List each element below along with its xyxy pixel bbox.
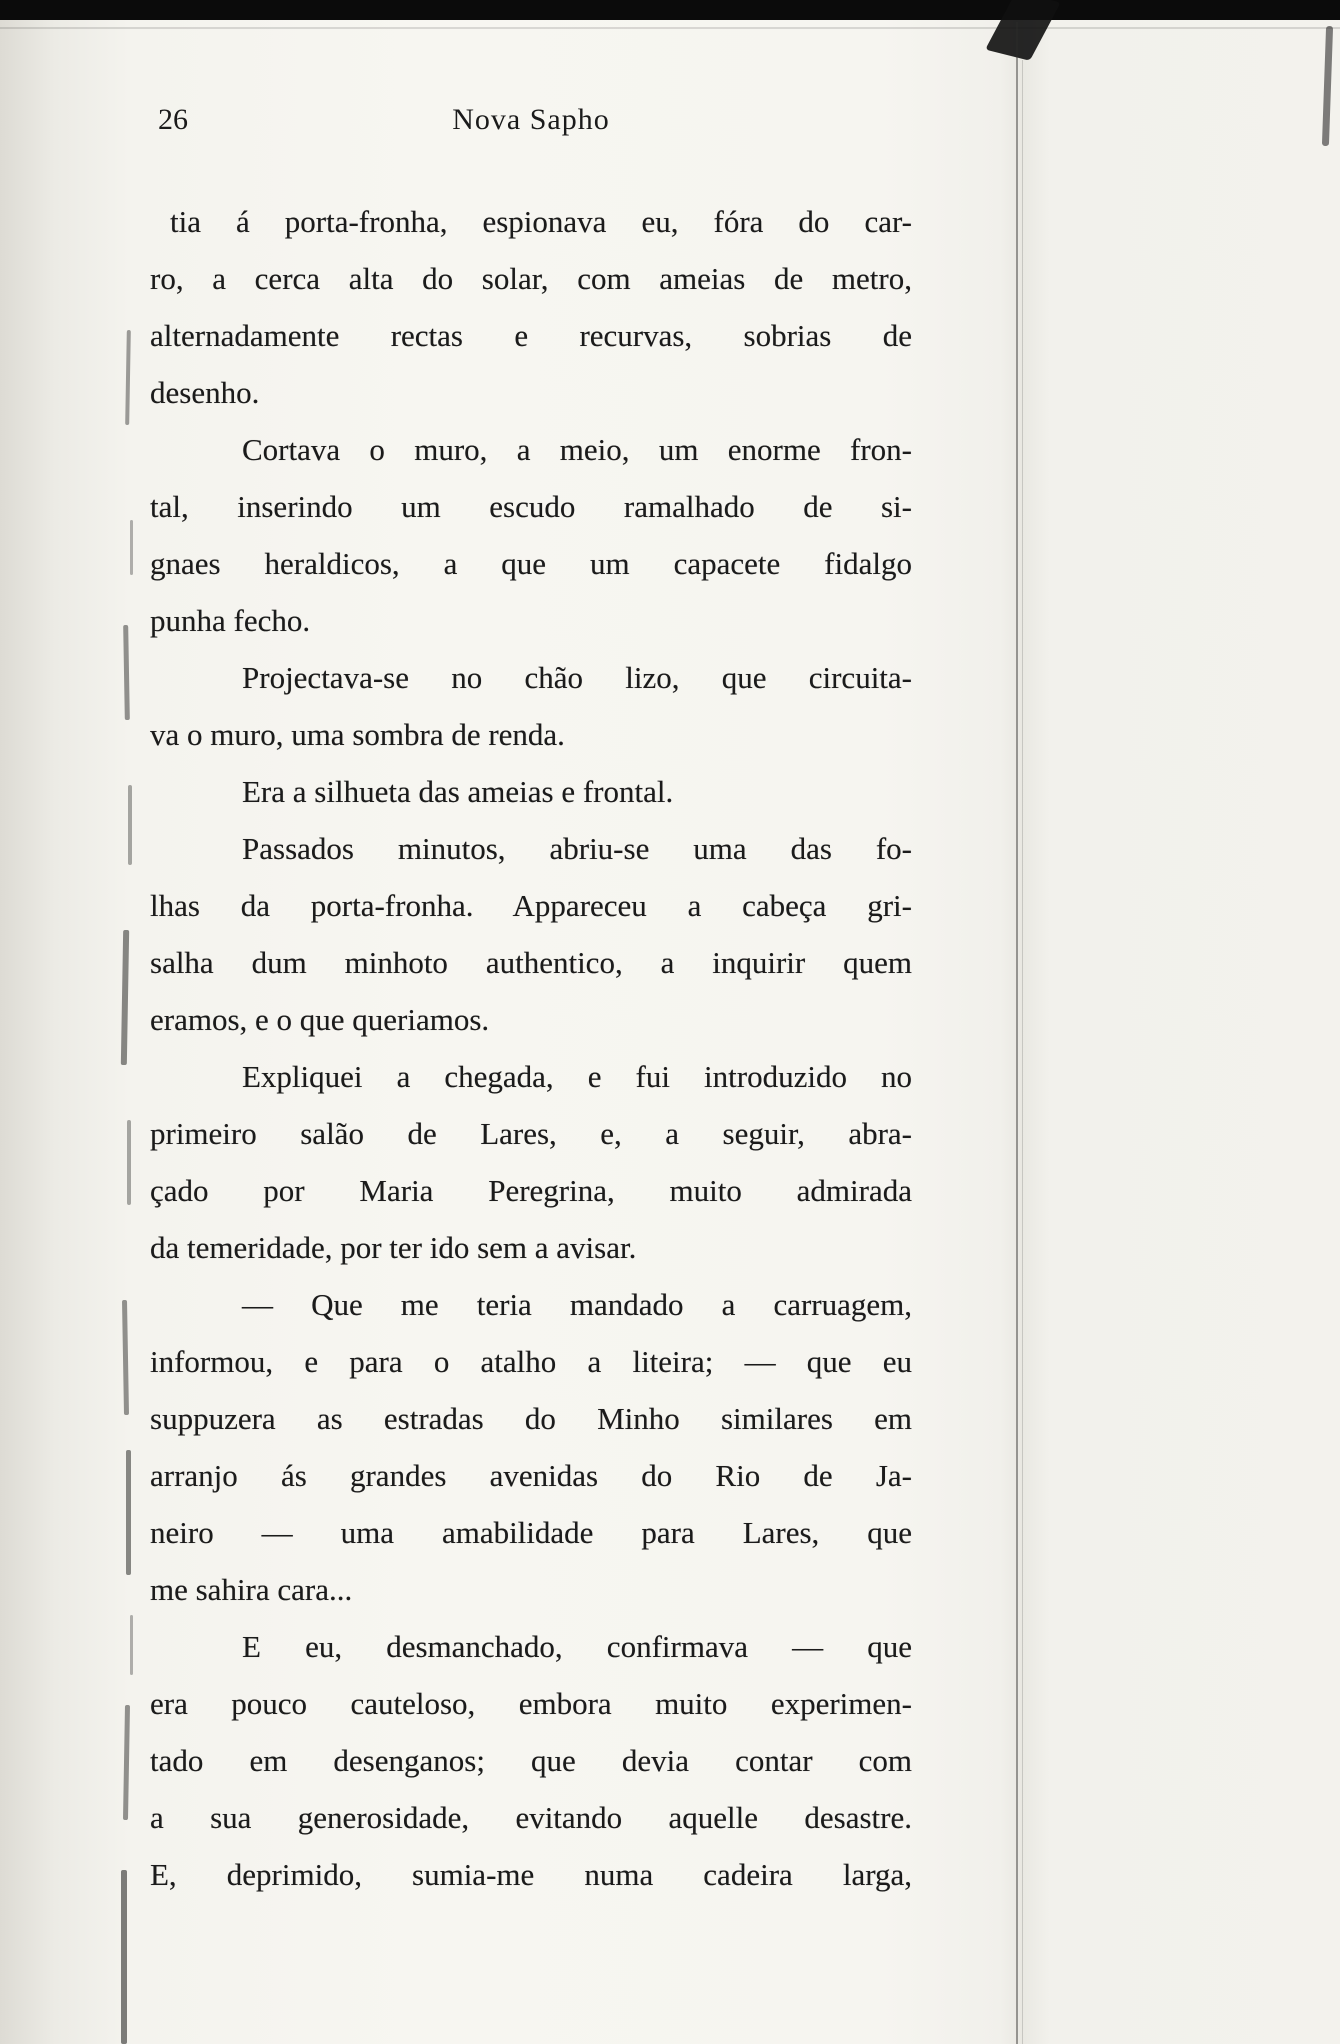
- text-line: arranjo ás grandes avenidas do Rio de Ja-: [150, 1458, 912, 1493]
- scan-hairline: [0, 27, 1340, 29]
- binding-mark: [123, 1705, 130, 1820]
- text-line: — Que me teria mandado a carruagem,: [242, 1287, 912, 1322]
- paragraph: [150, 820, 912, 1048]
- scan-top-bar: [0, 0, 1340, 20]
- page-number: 26: [158, 103, 188, 136]
- text-line: Passados minutos, abriu-se uma das fo-: [242, 831, 912, 866]
- text-line: desenho.: [150, 375, 260, 410]
- page-fold-line: [1016, 22, 1018, 2044]
- binding-mark: [122, 1300, 129, 1415]
- text-line: gnaes heraldicos, a que um capacete fidalgo: [150, 546, 912, 581]
- text-line: suppuzera as estradas do Minho similares em: [150, 1401, 912, 1436]
- paragraph: [150, 421, 912, 649]
- binding-mark: [127, 1120, 131, 1205]
- binding-mark: [125, 330, 131, 425]
- paragraph: [150, 763, 912, 820]
- text-line: salha dum minhoto authentico, a inquirir quem: [150, 945, 912, 980]
- binding-mark: [128, 785, 132, 865]
- text-line: me sahira cara...: [150, 1572, 353, 1607]
- scan-edge-streak: [1322, 26, 1333, 146]
- text-line: alternadamente rectas e recurvas, sobrias de: [150, 318, 912, 353]
- text-line: a sua generosidade, evitando aquelle desastre.: [150, 1800, 912, 1835]
- text-block: [150, 193, 912, 1903]
- text-line: informou, e para o atalho a liteira; — que eu: [150, 1344, 912, 1379]
- paragraph: [150, 649, 912, 763]
- binding-mark: [130, 520, 133, 575]
- text-line: era pouco cauteloso, embora muito experimen-: [150, 1686, 912, 1721]
- paragraph: [150, 1276, 912, 1618]
- text-line: tia á porta-fronha, espionava eu, fóra do car-: [170, 204, 912, 239]
- paragraph: [150, 1618, 912, 1903]
- text-line: E eu, desmanchado, confirmava — que: [242, 1629, 912, 1664]
- text-line: Projectava-se no chão lizo, que circuita-: [242, 660, 912, 695]
- text-line: Era a silhueta das ameias e frontal.: [242, 774, 674, 809]
- text-line: punha fecho.: [150, 603, 311, 638]
- binding-mark: [126, 1450, 131, 1575]
- text-line: va o muro, uma sombra de renda.: [150, 717, 565, 752]
- text-line: da temeridade, por ter ido sem a avisar.: [150, 1230, 637, 1265]
- text-line: primeiro salão de Lares, e, a seguir, abra-: [150, 1116, 912, 1151]
- binding-mark: [123, 625, 130, 720]
- text-line: tal, inserindo um escudo ramalhado de si-: [150, 489, 912, 524]
- text-line: E, deprimido, sumia-me numa cadeira larga,: [150, 1857, 912, 1892]
- text-line: tado em desenganos; que devia contar com: [150, 1743, 912, 1778]
- paragraph: [150, 193, 912, 421]
- text-line: lhas da porta-fronha. Appareceu a cabeça gri-: [150, 888, 912, 923]
- text-line: neiro — uma amabilidade para Lares, que: [150, 1515, 912, 1550]
- text-line: ro, a cerca alta do solar, com ameias de metro,: [150, 261, 912, 296]
- text-line: Expliquei a chegada, e fui introduzido no: [242, 1059, 912, 1094]
- text-line: eramos, e o que queriamos.: [150, 1002, 490, 1037]
- page-fold-line-faint: [1022, 60, 1023, 2044]
- paragraph: [150, 1048, 912, 1276]
- text-line: Cortava o muro, a meio, um enorme fron-: [242, 432, 912, 467]
- binding-mark: [121, 1870, 127, 2044]
- binding-mark: [121, 930, 129, 1065]
- binding-mark: [130, 1615, 133, 1675]
- text-line: çado por Maria Peregrina, muito admirada: [150, 1173, 912, 1208]
- running-head: Nova Sapho: [452, 103, 610, 136]
